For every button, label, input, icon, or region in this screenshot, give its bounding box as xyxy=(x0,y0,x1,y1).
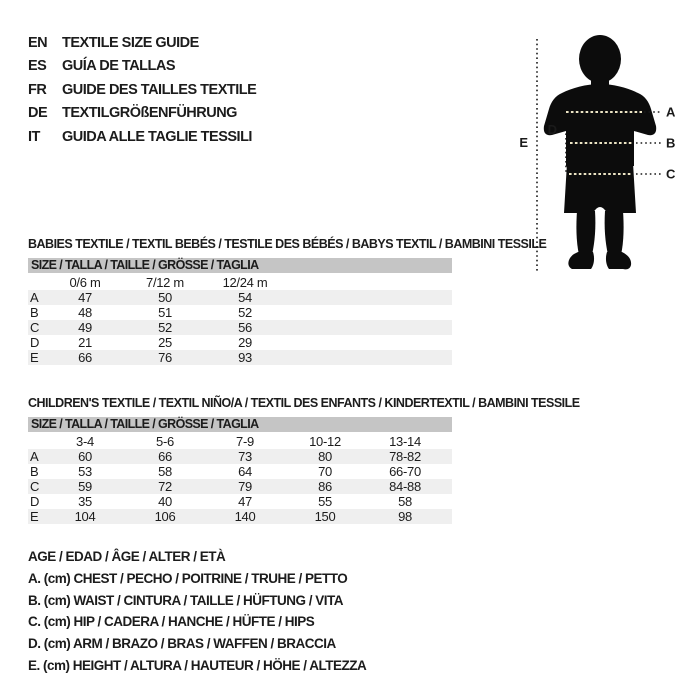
table-cell: 76 xyxy=(158,350,172,365)
table-cell: 58 xyxy=(158,464,172,479)
table-cell: 64 xyxy=(238,464,252,479)
table-cell: 78-82 xyxy=(389,449,421,464)
column-header: 5-6 xyxy=(156,434,174,449)
row-label: D xyxy=(30,335,40,350)
table-cell: 49 xyxy=(78,320,92,335)
child-silhouette xyxy=(544,35,656,269)
table-row xyxy=(28,509,452,524)
children-section-title: CHILDREN'S TEXTILE / TEXTIL NIÑO/A / TEXTIL DES ENFANTS / KINDERTEXTIL / BAMBINI TESSILE xyxy=(28,396,580,410)
column-header: 10-12 xyxy=(309,434,341,449)
table-cell: 72 xyxy=(158,479,172,494)
table-cell: 50 xyxy=(158,290,172,305)
table-cell: 35 xyxy=(78,494,92,509)
language-title: GUIDE DES TAILLES TEXTILE xyxy=(62,81,257,98)
table-row xyxy=(28,320,452,335)
table-cell: 104 xyxy=(74,509,96,524)
table-row xyxy=(28,350,452,365)
language-row-it xyxy=(28,125,256,149)
row-label: A xyxy=(30,290,39,305)
row-label: B xyxy=(30,305,39,320)
measurement-legend xyxy=(28,546,366,677)
table-cell: 140 xyxy=(234,509,256,524)
language-row-fr xyxy=(28,78,256,102)
figure-label-d: D xyxy=(547,122,557,137)
row-label: B xyxy=(30,464,39,479)
children-size-header-bar: SIZE / TALLA / TAILLE / GRÖSSE / TAGLIA xyxy=(28,417,452,432)
figure-label-b: B xyxy=(666,135,676,151)
table-cell: 48 xyxy=(78,305,92,320)
language-title: TEXTILE SIZE GUIDE xyxy=(62,34,199,51)
table-cell: 51 xyxy=(158,305,172,320)
babies-textile-section xyxy=(28,237,547,365)
table-cell: 53 xyxy=(78,464,92,479)
row-label: D xyxy=(30,494,40,509)
table-row xyxy=(28,449,452,464)
legend-age-line: AGE / EDAD / ÂGE / ALTER / ETÀ xyxy=(28,549,226,564)
table-row xyxy=(28,305,452,320)
table-row xyxy=(28,494,452,509)
row-label: A xyxy=(30,449,39,464)
table-cell: 98 xyxy=(398,509,412,524)
table-cell: 47 xyxy=(238,494,252,509)
table-cell: 66 xyxy=(158,449,172,464)
table-row xyxy=(28,290,452,305)
column-header: 13-14 xyxy=(389,434,421,449)
babies-column-header-row xyxy=(28,275,452,290)
table-cell: 84-88 xyxy=(389,479,421,494)
column-header: 7-9 xyxy=(236,434,254,449)
table-cell: 60 xyxy=(78,449,92,464)
table-cell: 59 xyxy=(78,479,92,494)
legend-height-line: E. (cm) HEIGHT / ALTURA / HAUTEUR / HÖHE / ALTEZZA xyxy=(28,657,367,673)
table-cell: 58 xyxy=(398,494,412,509)
children-textile-section xyxy=(28,396,580,524)
table-cell: 70 xyxy=(318,464,332,479)
table-cell: 66 xyxy=(78,350,92,365)
children-column-header-row xyxy=(28,434,452,449)
figure-label-a: A xyxy=(666,104,676,120)
table-cell: 106 xyxy=(154,509,176,524)
language-code: FR xyxy=(28,81,47,98)
row-label: E xyxy=(30,509,39,524)
table-cell: 79 xyxy=(238,479,252,494)
table-row xyxy=(28,479,452,494)
babies-section-title: BABIES TEXTILE / TEXTIL BEBÉS / TESTILE DES BÉBÉS / BABYS TEXTIL / BAMBINI TESSILE xyxy=(28,237,547,251)
language-code: EN xyxy=(28,34,48,51)
table-cell: 52 xyxy=(238,305,252,320)
figure-label-e: E xyxy=(519,135,528,150)
column-header: 0/6 m xyxy=(69,275,101,290)
figure-label-c: C xyxy=(666,166,676,182)
language-code: IT xyxy=(28,128,40,145)
table-cell: 54 xyxy=(238,290,252,305)
table-cell: 73 xyxy=(238,449,252,464)
language-row-en xyxy=(28,31,256,55)
table-cell: 66-70 xyxy=(389,464,421,479)
table-row xyxy=(28,464,452,479)
column-header: 12/24 m xyxy=(222,275,268,290)
table-cell: 93 xyxy=(238,350,252,365)
language-title-list xyxy=(28,31,256,149)
babies-size-header-bar: SIZE / TALLA / TAILLE / GRÖSSE / TAGLIA xyxy=(28,258,452,273)
table-row xyxy=(28,335,452,350)
column-header: 7/12 m xyxy=(146,275,184,290)
row-label: C xyxy=(30,479,40,494)
legend-arm-line: D. (cm) ARM / BRAZO / BRAS / WAFFEN / BRACCIA xyxy=(28,636,336,652)
table-cell: 40 xyxy=(158,494,172,509)
table-cell: 52 xyxy=(158,320,172,335)
row-label: E xyxy=(30,350,39,365)
language-title: TEXTILGRÖßENFÜHRUNG xyxy=(62,105,237,122)
language-row-es xyxy=(28,55,256,79)
language-row-de xyxy=(28,102,256,126)
table-cell: 86 xyxy=(318,479,332,494)
table-cell: 21 xyxy=(78,335,92,350)
column-header: 3-4 xyxy=(76,434,94,449)
row-label: C xyxy=(30,320,40,335)
table-cell: 47 xyxy=(78,290,92,305)
legend-waist-line: B. (cm) WAIST / CINTURA / TAILLE / HÜFTUNG / VITA xyxy=(28,592,343,608)
language-code: ES xyxy=(28,58,47,75)
table-cell: 25 xyxy=(158,335,172,350)
table-cell: 80 xyxy=(318,449,332,464)
language-title: GUÍA DE TALLAS xyxy=(62,58,176,75)
language-title: GUIDA ALLE TAGLIE TESSILI xyxy=(62,128,252,145)
table-cell: 55 xyxy=(318,494,332,509)
legend-hip-line: C. (cm) HIP / CADERA / HANCHE / HÜFTE / HIPS xyxy=(28,614,315,630)
language-code: DE xyxy=(28,105,48,122)
table-cell: 150 xyxy=(314,509,336,524)
table-cell: 56 xyxy=(238,320,252,335)
table-cell: 29 xyxy=(238,335,252,350)
legend-chest-line: A. (cm) CHEST / PECHO / POITRINE / TRUHE / PETTO xyxy=(28,570,348,586)
